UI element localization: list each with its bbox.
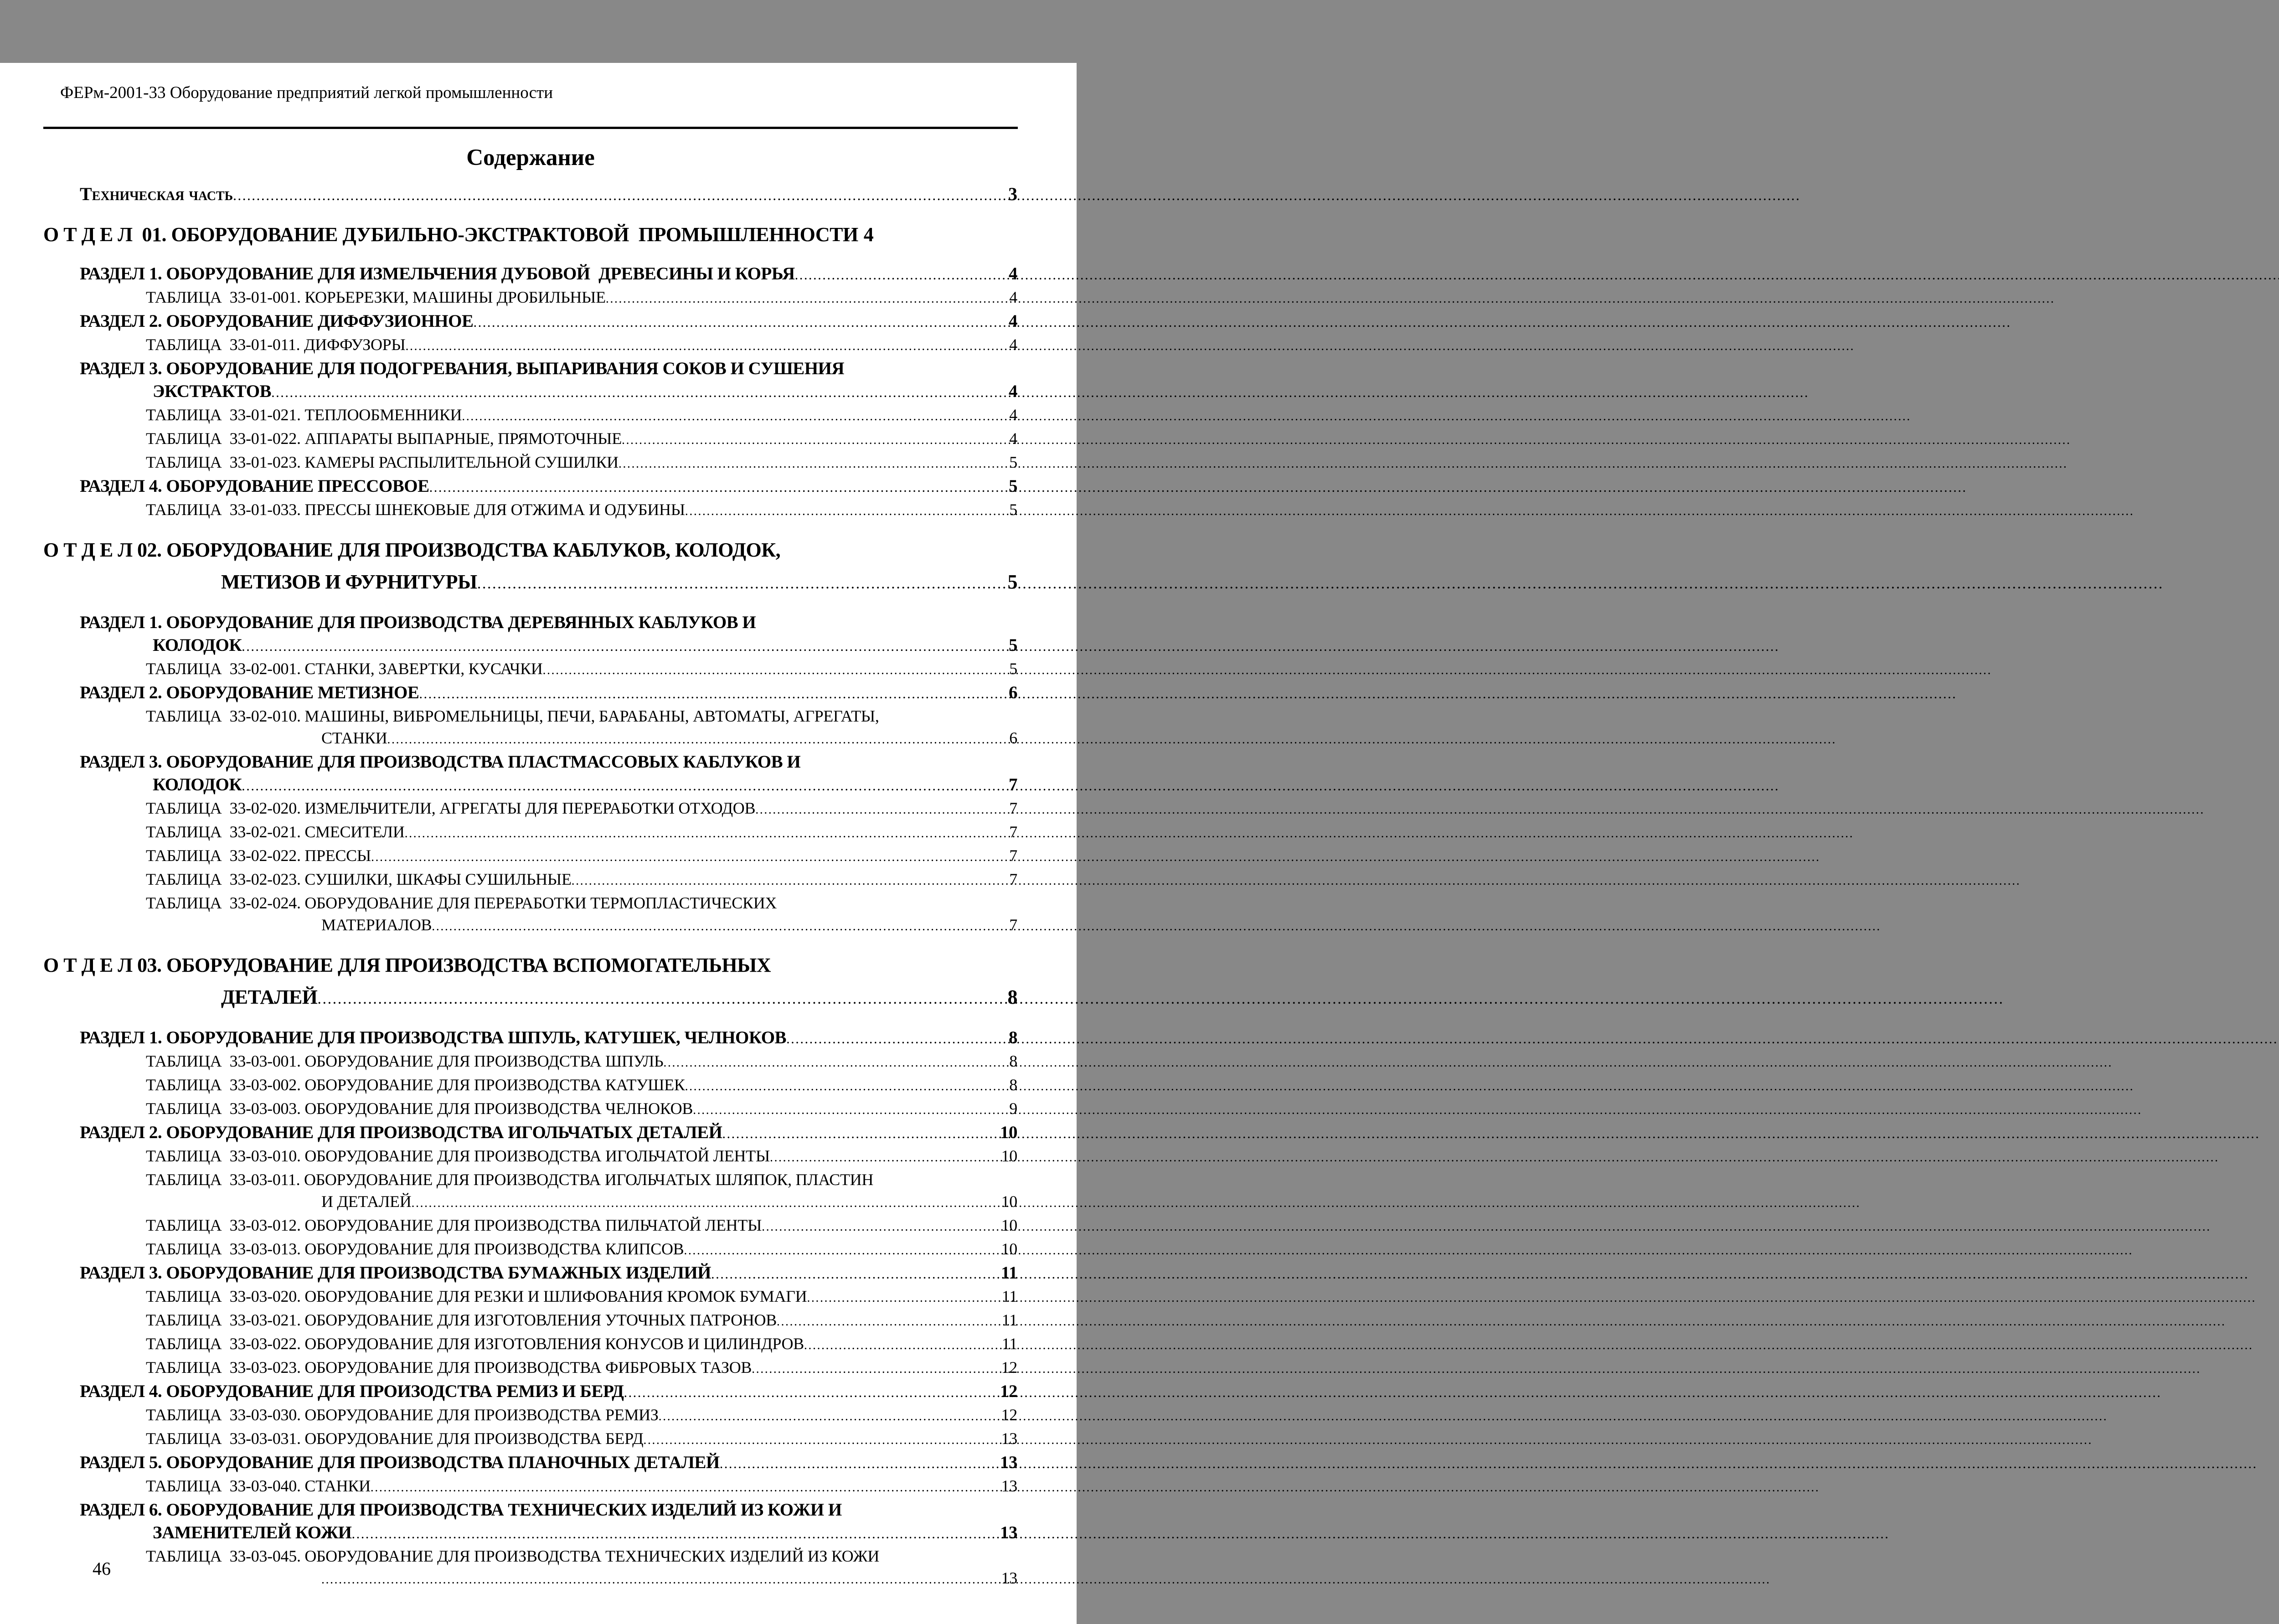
toc-page-number: 3 [1008, 184, 1017, 204]
toc-line [43, 658, 1017, 681]
toc-entry-text: ТАБЛИЦА 33-01-023. КАМЕРЫ РАСПЫЛИТЕЛЬНОЙ СУШИЛКИ [146, 453, 619, 471]
toc-page-number: 5 [1009, 500, 1017, 519]
toc-entry-text: МЕТИЗОВ И ФУРНИТУРЫ [221, 571, 477, 593]
toc-entry-text: И ДЕТАЛЕЙ [321, 1192, 412, 1211]
toc-page-number: 4 [1009, 429, 1017, 448]
toc-entry-text: О Т Д Е Л 03. ОБОРУДОВАНИЕ ДЛЯ ПРОИЗВОДСТВА ВСПОМОГАТЕЛЬНЫХ [43, 954, 771, 976]
toc-line [43, 1475, 1017, 1499]
toc-line [43, 949, 1017, 981]
toc-leader-dots [419, 681, 1007, 705]
toc-leader-dots [752, 1356, 999, 1380]
toc-entry-text: ТАБЛИЦА 33-03-003. ОБОРУДОВАНИЕ ДЛЯ ПРОИЗВОДСТВА ЧЕЛНОКОВ [146, 1099, 693, 1118]
toc-line [43, 773, 1017, 797]
toc-entry-text: ТАБЛИЦА 33-03-022. ОБОРУДОВАНИЕ ДЛЯ ИЗГОТОВЛЕНИЯ КОНУСОВ И ЦИЛИНДРОВ [146, 1335, 804, 1353]
toc-page-number: 4 [1009, 288, 1017, 306]
toc-entry-text: ТАБЛИЦА 33-03-012. ОБОРУДОВАНИЕ ДЛЯ ПРОИЗВОДСТВА ПИЛЬЧАТОЙ ЛЕНТЫ [146, 1216, 762, 1234]
toc-page-number: 8 [1009, 1076, 1017, 1094]
toc-line [43, 914, 1017, 938]
toc-entry-text: ТАБЛИЦА 33-02-023. СУШИЛКИ, ШКАФЫ СУШИЛЬНЫЕ [146, 870, 572, 888]
toc-entry-text: ТАБЛИЦА 33-03-020. ОБОРУДОВАНИЕ ДЛЯ РЕЗКИ И ШЛИФОВАНИЯ КРОМОК БУМАГИ [146, 1287, 807, 1305]
toc-page-number: 7 [1009, 916, 1017, 934]
running-header [43, 63, 1018, 129]
toc-line [43, 1238, 1017, 1262]
toc-line [43, 566, 1017, 599]
page-title: Содержание [466, 145, 595, 170]
toc-entry-text: ТАБЛИЦА 33-01-033. ПРЕССЫ ШНЕКОВЫЕ ДЛЯ ОТЖИМА И ОДУБИНЫ [146, 500, 685, 519]
toc-entry-text: ТАБЛИЦА 33-03-011. ОБОРУДОВАНИЕ ДЛЯ ПРОИЗВОДСТВА ИГОЛЬЧАТЫХ ШЛЯПОК, ПЛАСТИН [146, 1170, 874, 1189]
toc-entry-text: ТАБЛИЦА 33-03-045. ОБОРУДОВАНИЕ ДЛЯ ПРОИЗВОДСТВА ТЕХНИЧЕСКИХ ИЗДЕЛИЙ ИЗ КОЖИ [146, 1547, 880, 1565]
toc-entry-text: ТАБЛИЦА 33-03-021. ОБОРУДОВАНИЕ ДЛЯ ИЗГОТОВЛЕНИЯ УТОЧНЫХ ПАТРОНОВ [146, 1311, 777, 1329]
toc-entry-text: ТАБЛИЦА 33-01-011. ДИФФУЗОРЫ [146, 335, 406, 354]
toc-page-number: 13 [1000, 1523, 1017, 1542]
toc-line [43, 1074, 1017, 1098]
page-number: 46 [93, 1558, 111, 1579]
toc-line [43, 981, 1017, 1015]
toc-entry-text: КОЛОДОК [153, 775, 242, 794]
toc-leader-dots [622, 428, 1007, 451]
toc-page-number: 12 [1000, 1382, 1017, 1401]
toc-line [43, 634, 1017, 658]
toc-line [43, 310, 1017, 334]
toc-entry-text: ТАБЛИЦА 33-02-024. ОБОРУДОВАНИЕ ДЛЯ ПЕРЕРАБОТКИ ТЕРМОПЛАСТИЧЕСКИХ [146, 894, 777, 912]
toc-entry-text: РАЗДЕЛ 4. ОБОРУДОВАНИЕ ПРЕССОВОЕ [80, 476, 429, 496]
toc-entry-text: ТАБЛИЦА 33-02-021. СМЕСИТЕЛИ [146, 823, 405, 841]
toc-page-number: 5 [1009, 453, 1017, 471]
toc-line [43, 1567, 1017, 1591]
toc-leader-dots [242, 634, 1007, 658]
toc-line [43, 404, 1017, 428]
toc-leader-dots [795, 263, 1007, 286]
toc-entry-text: Техническая часть [80, 184, 233, 204]
toc-line [43, 183, 1017, 207]
toc-entry-text: ТАБЛИЦА 33-03-010. ОБОРУДОВАНИЕ ДЛЯ ПРОИЗВОДСТВА ИГОЛЬЧАТОЙ ЛЕНТЫ [146, 1147, 770, 1165]
toc-line [43, 705, 1017, 727]
toc-leader-dots [371, 1475, 1000, 1499]
toc-entry-text: ТАБЛИЦА 33-03-030. ОБОРУДОВАНИЕ ДЛЯ ПРОИЗВОДСТВА РЕМИЗ [146, 1406, 659, 1424]
toc-leader-dots [804, 1333, 1000, 1356]
toc-line [43, 334, 1017, 357]
toc-line [43, 1499, 1017, 1521]
toc-page-number: 5 [1007, 571, 1017, 593]
toc-line [43, 727, 1017, 751]
toc-leader-dots [762, 1214, 999, 1238]
toc-line [43, 534, 1017, 566]
toc-page-number: 7 [1009, 823, 1017, 841]
toc [43, 183, 1017, 1591]
toc-entry-text: ТАБЛИЦА 33-01-022. АППАРАТЫ ВЫПАРНЫЕ, ПРЯМОТОЧНЫЕ [146, 429, 622, 448]
toc-page-number: 10 [1001, 1147, 1017, 1165]
toc-leader-dots [693, 1098, 1007, 1121]
toc-entry-text: РАЗДЕЛ 3. ОБОРУДОВАНИЕ ДЛЯ ПРОИЗВОДСТВА ПЛАСТМАССОВЫХ КАБЛУКОВ И [80, 752, 801, 772]
toc-leader-dots [722, 1121, 998, 1145]
toc-leader-dots [777, 1309, 1000, 1333]
toc-entry-text: РАЗДЕЛ 4. ОБОРУДОВАНИЕ ДЛЯ ПРОИЗОДСТВА РЕМИЗ И БЕРД [80, 1382, 624, 1401]
toc-line [43, 475, 1017, 499]
toc-page-number: 11 [1001, 1287, 1017, 1305]
toc-page-number: 4 [1009, 382, 1017, 401]
toc-line [43, 1191, 1017, 1214]
toc-line [43, 263, 1017, 286]
toc-leader-dots [685, 499, 1008, 522]
toc-leader-dots [663, 1050, 1007, 1074]
toc-line [43, 1521, 1017, 1545]
toc-line [43, 1121, 1017, 1145]
toc-entry-text: ТАБЛИЦА 33-03-031. ОБОРУДОВАНИЕ ДЛЯ ПРОИЗВОДСТВА БЕРД [146, 1429, 644, 1448]
toc-page-number: 6 [1009, 683, 1017, 702]
toc-page-number: 11 [1001, 1311, 1017, 1329]
toc-page-number: 4 [1009, 311, 1017, 331]
toc-page-number: 8 [1009, 1028, 1017, 1047]
toc-page-number: 8 [1007, 986, 1017, 1008]
toc-leader-dots [807, 1285, 1000, 1309]
toc-entry-text: ЭКСТРАКТОВ [153, 382, 272, 401]
toc-line [43, 428, 1017, 451]
toc-page-number: 10 [1001, 1192, 1017, 1211]
toc-page-number: 4 [1009, 335, 1017, 354]
toc-line [43, 219, 1017, 251]
toc-page-number: 8 [1009, 1052, 1017, 1070]
toc-leader-dots [317, 981, 1005, 1015]
toc-leader-dots [233, 183, 1006, 207]
toc-page-number: 13 [1001, 1429, 1017, 1448]
toc-leader-dots [711, 1262, 999, 1285]
toc-entry-text: РАЗДЕЛ 3. ОБОРУДОВАНИЕ ДЛЯ ПОДОГРЕВАНИЯ, ВЫПАРИВАНИЯ СОКОВ И СУШЕНИЯ [80, 359, 845, 378]
toc-page-number: 11 [1001, 1335, 1017, 1353]
toc-entry-text: ТАБЛИЦА 33-02-022. ПРЕССЫ [146, 846, 371, 865]
toc-entry-text: ТАБЛИЦА 33-01-021. ТЕПЛООБМЕННИКИ [146, 406, 462, 424]
toc-line [43, 892, 1017, 914]
toc-page-number: 4 [863, 223, 874, 246]
toc-line [43, 1309, 1017, 1333]
toc-line [43, 751, 1017, 773]
toc-page-number: 5 [1009, 635, 1017, 655]
toc-leader-dots [411, 1191, 999, 1214]
toc-page-number: 5 [1009, 476, 1017, 496]
toc-entry-text: РАЗДЕЛ 2. ОБОРУДОВАНИЕ ДИФФУЗИОННОЕ [80, 311, 474, 331]
toc-leader-dots [572, 868, 1008, 892]
toc-line [43, 1380, 1017, 1404]
toc-line [43, 1545, 1017, 1567]
toc-entry-text: РАЗДЕЛ 2. ОБОРУДОВАНИЕ ДЛЯ ПРОИЗВОДСТВА ИГОЛЬЧАТЫХ ДЕТАЛЕЙ [80, 1123, 722, 1142]
toc-line [43, 1098, 1017, 1121]
toc-line [43, 868, 1017, 892]
toc-line [43, 845, 1017, 868]
running-header-text: ФЕРм-2001-33 Оборудование предприятий легкой промышленности [60, 83, 553, 102]
toc-entry-text: ТАБЛИЦА 33-01-001. КОРЬЕРЕЗКИ, МАШИНЫ ДРОБИЛЬНЫЕ [146, 288, 606, 306]
toc-line [43, 611, 1017, 634]
toc-page-number: 13 [1001, 1569, 1017, 1587]
toc-line [43, 1050, 1017, 1074]
toc-line [43, 1428, 1017, 1451]
toc-page-number: 10 [1000, 1123, 1017, 1142]
toc-line [43, 1026, 1017, 1050]
toc-leader-dots [405, 334, 1007, 357]
toc-page-number: 13 [1001, 1477, 1017, 1495]
toc-page-number: 7 [1009, 799, 1017, 817]
toc-line [43, 1169, 1017, 1191]
toc-page-number: 7 [1009, 775, 1017, 794]
toc-entry-text: ТАБЛИЦА 33-02-020. ИЗМЕЛЬЧИТЕЛИ, АГРЕГАТЫ ДЛЯ ПЕРЕРАБОТКИ ОТХОДОВ [146, 799, 756, 817]
toc-entry-text: СТАНКИ [321, 729, 387, 747]
toc-line [43, 1451, 1017, 1475]
toc-entry-text: РАЗДЕЛ 5. ОБОРУДОВАНИЕ ДЛЯ ПРОИЗВОДСТВА ПЛАНОЧНЫХ ДЕТАЛЕЙ [80, 1453, 720, 1472]
toc-entry-text: ЗАМЕНИТЕЛЕЙ КОЖИ [153, 1523, 352, 1542]
toc-leader-dots [543, 658, 1008, 681]
toc-line [43, 380, 1017, 404]
toc-line [43, 1285, 1017, 1309]
toc-line [43, 1404, 1017, 1428]
toc-page-number: 5 [1009, 660, 1017, 678]
toc-page-number: 10 [1001, 1240, 1017, 1258]
toc-entry-text: ТАБЛИЦА 33-02-010. МАШИНЫ, ВИБРОМЕЛЬНИЦЫ, ПЕЧИ, БАРАБАНЫ, АВТОМАТЫ, АГРЕГАТЫ, [146, 707, 879, 725]
toc-leader-dots [405, 821, 1008, 845]
toc-line [43, 1262, 1017, 1285]
toc-line [43, 286, 1017, 310]
toc-leader-dots [720, 1451, 998, 1475]
toc-page-number: 12 [1001, 1358, 1017, 1377]
toc-line [43, 499, 1017, 522]
toc-leader-dots [786, 1026, 1007, 1050]
toc-line [43, 451, 1017, 475]
toc-entry-text: ТАБЛИЦА 33-03-002. ОБОРУДОВАНИЕ ДЛЯ ПРОИЗВОДСТВА КАТУШЕК [146, 1076, 685, 1094]
toc-line [43, 681, 1017, 705]
toc-entry-text: КОЛОДОК [153, 635, 242, 655]
toc-line [43, 821, 1017, 845]
toc-page-number: 12 [1001, 1406, 1017, 1424]
toc-entry-text: О Т Д Е Л 01. ОБОРУДОВАНИЕ ДУБИЛЬНО-ЭКСТРАКТОВОЙ ПРОМЫШЛЕННОСТИ [43, 223, 858, 246]
toc-page-number: 7 [1009, 870, 1017, 888]
toc-leader-dots [684, 1238, 999, 1262]
toc-line [43, 357, 1017, 380]
toc-page-number: 4 [1009, 406, 1017, 424]
toc-leader-dots [429, 475, 1007, 499]
toc-entry-text: ТАБЛИЦА 33-03-001. ОБОРУДОВАНИЕ ДЛЯ ПРОИЗВОДСТВА ШПУЛЬ [146, 1052, 664, 1070]
toc-line [43, 1214, 1017, 1238]
toc-entry-text: РАЗДЕЛ 2. ОБОРУДОВАНИЕ МЕТИЗНОЕ [80, 683, 419, 702]
toc-entry-text: ТАБЛИЦА 33-03-040. СТАНКИ [146, 1477, 371, 1495]
toc-page-number: 9 [1009, 1099, 1017, 1118]
toc-leader-dots [387, 727, 1007, 751]
toc-entry-text: МАТЕРИАЛОВ [321, 916, 432, 934]
toc-entry-text: ДЕТАЛЕЙ [221, 986, 318, 1008]
toc-leader-dots [659, 1404, 1000, 1428]
toc-entry-text: ТАБЛИЦА 33-02-001. СТАНКИ, ЗАВЕРТКИ, КУСАЧКИ [146, 660, 543, 678]
toc-entry-text: ТАБЛИЦА 33-03-013. ОБОРУДОВАНИЕ ДЛЯ ПРОИЗВОДСТВА КЛИПСОВ [146, 1240, 684, 1258]
toc-page-number: 4 [1009, 264, 1017, 284]
toc-leader-dots [477, 566, 1006, 599]
toc-line [43, 1145, 1017, 1169]
toc-leader-dots [643, 1428, 999, 1451]
toc-leader-dots [755, 797, 1007, 821]
toc-entry-text: РАЗДЕЛ 6. ОБОРУДОВАНИЕ ДЛЯ ПРОИЗВОДСТВА ТЕХНИЧЕСКИХ ИЗДЕЛИЙ ИЗ КОЖИ И [80, 1500, 842, 1520]
toc-leader-dots [770, 1145, 1000, 1169]
document-page [0, 63, 1077, 1624]
toc-page-number: 6 [1009, 729, 1017, 747]
toc-line [43, 1333, 1017, 1356]
toc-leader-dots [619, 451, 1007, 475]
toc-page-number: 7 [1009, 846, 1017, 865]
toc-leader-dots [474, 310, 1007, 334]
toc-page-number: 13 [1000, 1453, 1017, 1472]
toc-entry-text: РАЗДЕЛ 1. ОБОРУДОВАНИЕ ДЛЯ ПРОИЗВОДСТВА ШПУЛЬ, КАТУШЕК, ЧЕЛНОКОВ [80, 1028, 787, 1047]
toc-leader-dots [371, 845, 1007, 868]
toc-entry-text: РАЗДЕЛ 3. ОБОРУДОВАНИЕ ДЛЯ ПРОИЗВОДСТВА БУМАЖНЫХ ИЗДЕЛИЙ [80, 1263, 712, 1283]
toc-leader-dots [462, 404, 1007, 428]
toc-page-number: 11 [1001, 1263, 1017, 1283]
toc-leader-dots [624, 1380, 998, 1404]
toc-leader-dots [271, 380, 1007, 404]
toc-leader-dots [242, 773, 1007, 797]
toc-leader-dots [685, 1074, 1008, 1098]
toc-leader-dots [606, 286, 1007, 310]
toc-line [43, 1356, 1017, 1380]
toc-leader-dots [321, 1567, 1000, 1591]
toc-entry-text: О Т Д Е Л 02. ОБОРУДОВАНИЕ ДЛЯ ПРОИЗВОДСТВА КАБЛУКОВ, КОЛОДОК, [43, 539, 781, 561]
toc-leader-dots [351, 1521, 998, 1545]
toc-entry-text: РАЗДЕЛ 1. ОБОРУДОВАНИЕ ДЛЯ ПРОИЗВОДСТВА ДЕРЕВЯННЫХ КАБЛУКОВ И [80, 613, 756, 632]
toc-leader-dots [432, 914, 1007, 938]
toc-page-number: 10 [1001, 1216, 1017, 1234]
toc-line [43, 797, 1017, 821]
toc-entry-text: ТАБЛИЦА 33-03-023. ОБОРУДОВАНИЕ ДЛЯ ПРОИЗВОДСТВА ФИБРОВЫХ ТАЗОВ [146, 1358, 752, 1377]
toc-entry-text: РАЗДЕЛ 1. ОБОРУДОВАНИЕ ДЛЯ ИЗМЕЛЬЧЕНИЯ ДУБОВОЙ ДРЕВЕСИНЫ И КОРЬЯ [80, 264, 795, 284]
